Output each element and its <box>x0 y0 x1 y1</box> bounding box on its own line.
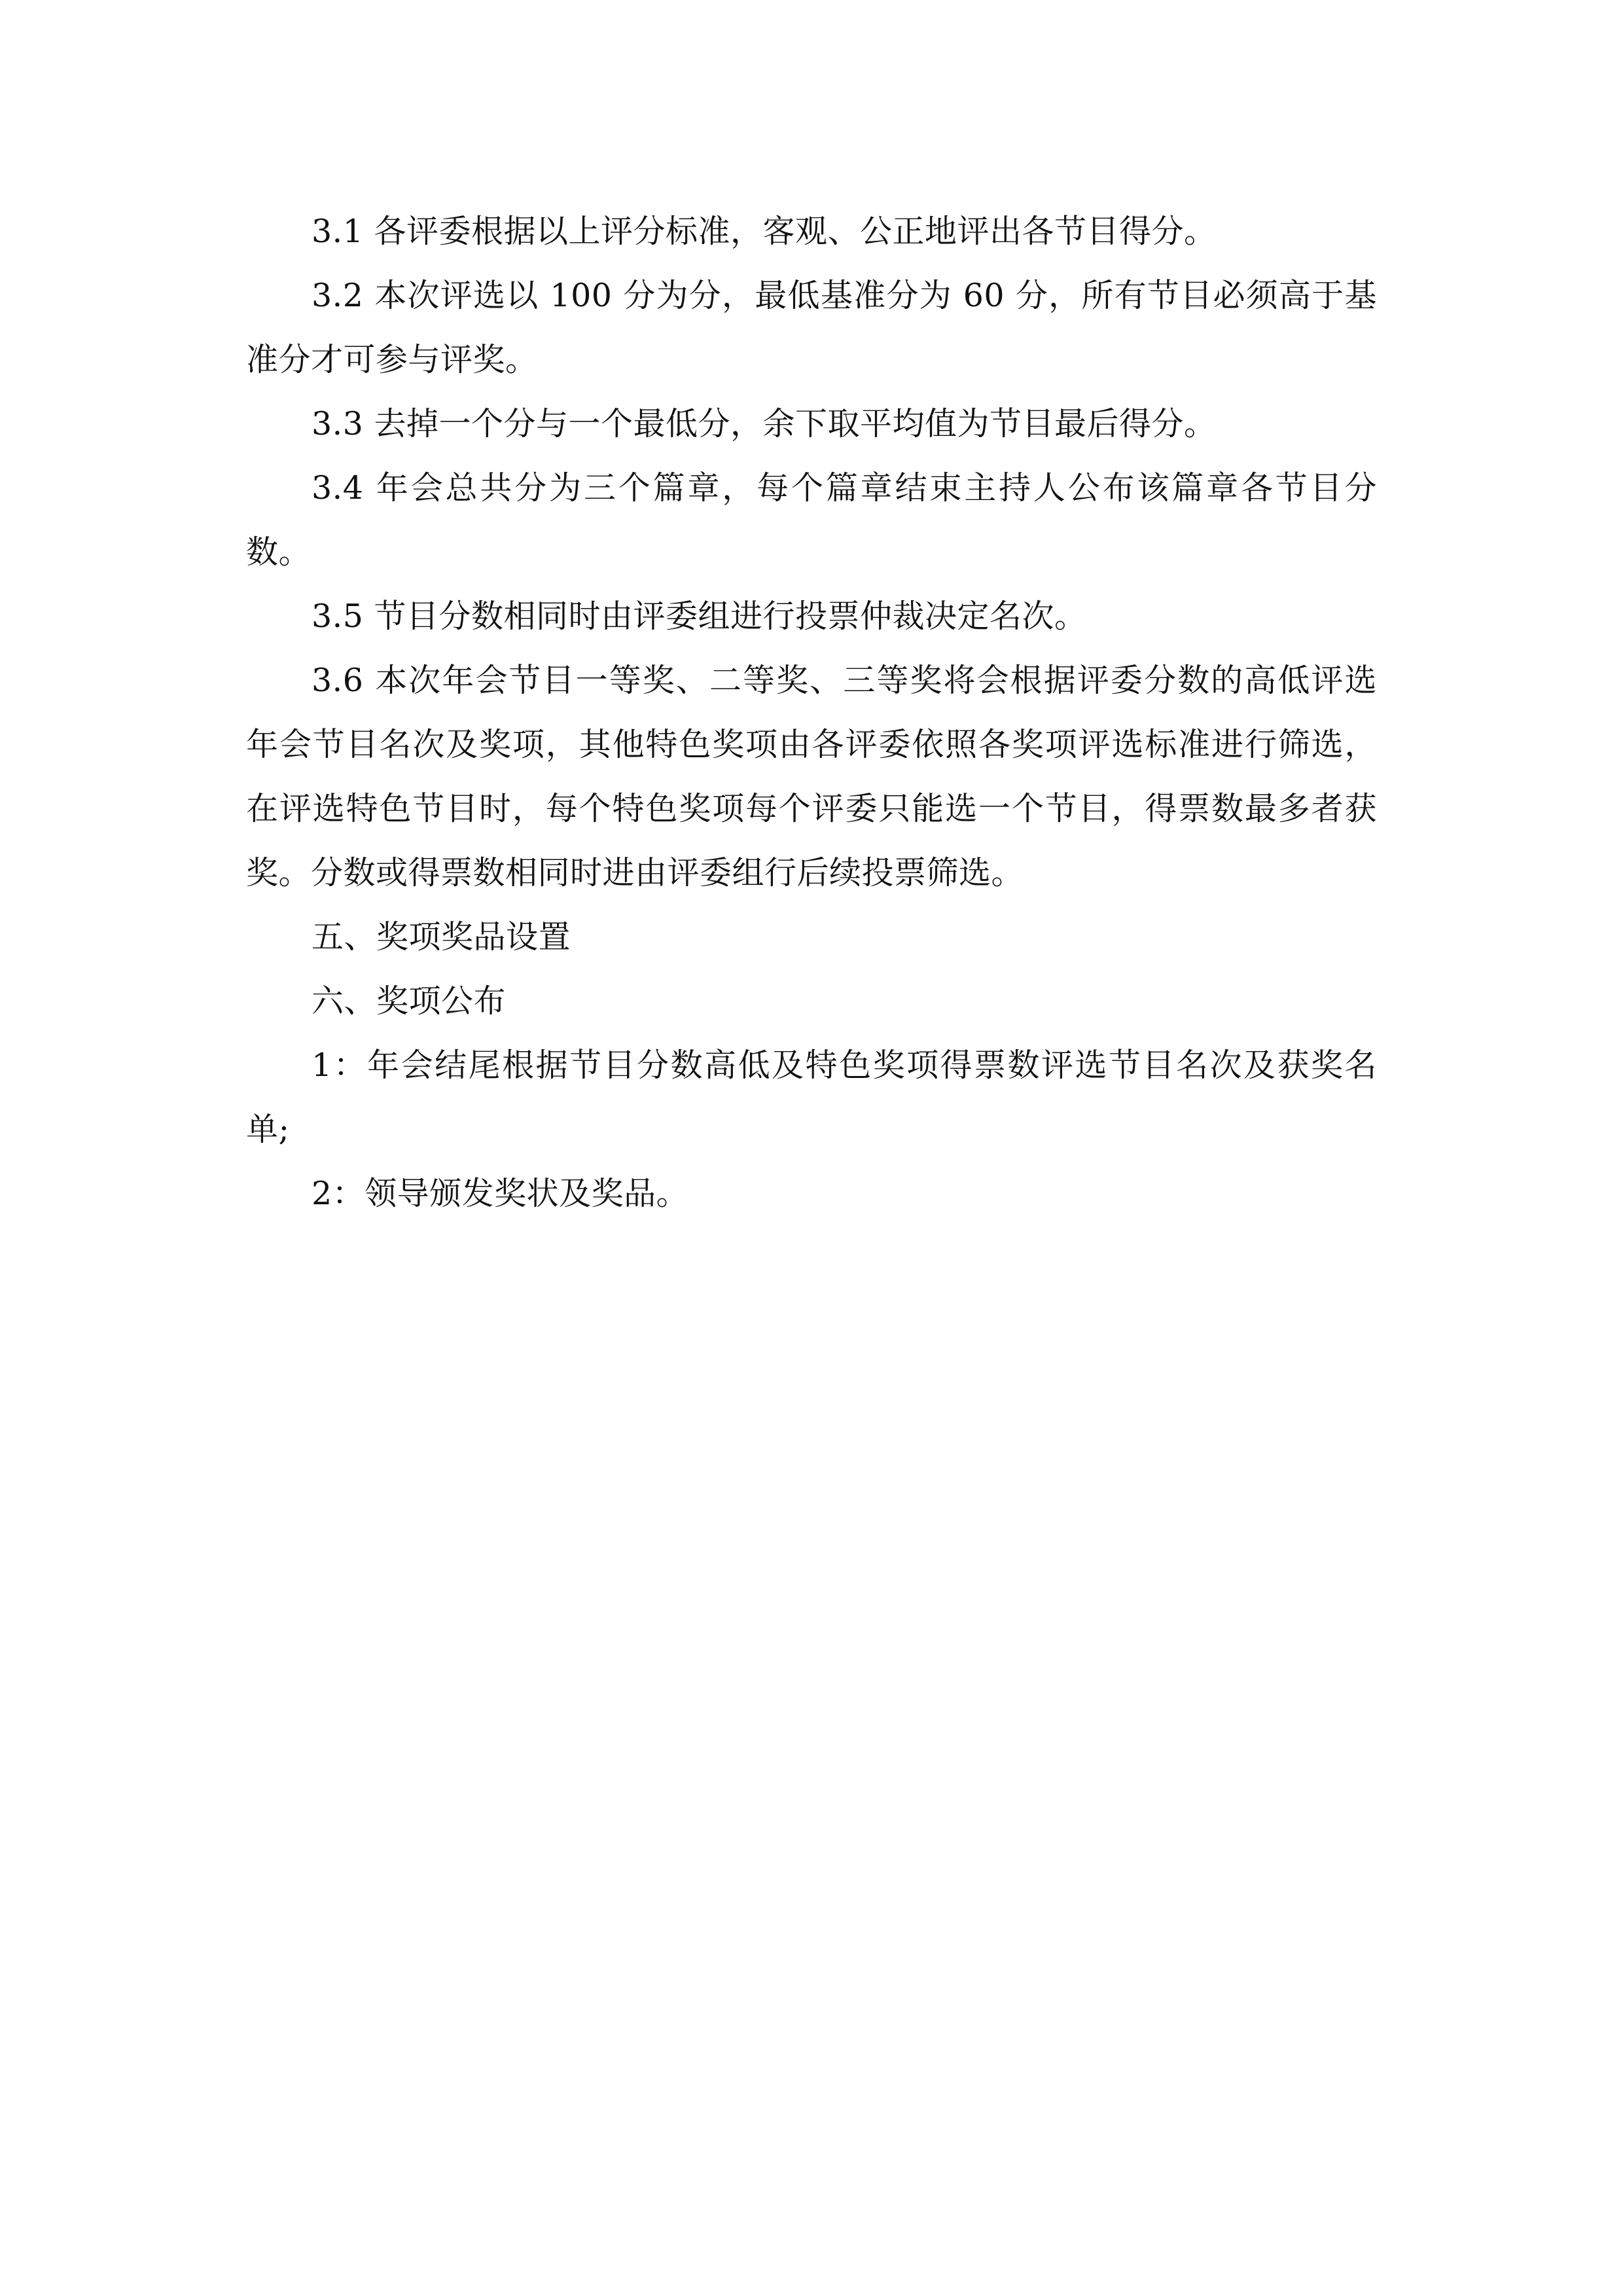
section-heading-6: 六、奖项公布 <box>312 982 507 1020</box>
paragraph-3-6: 3.6 本次年会节目一等奖、二等奖、三等奖将会根据评委分数的高低评选年会节目名次及奖项，其他特色奖项由各评委依照各奖项评选标准进行筛选，在评选特色节目时，每个特色奖项每个评委只能选一个节目，得票数最多者获奖。分数或得票数相同时进由评委组行后续投票筛选。 <box>246 662 1377 891</box>
document-body <box>246 200 1377 1226</box>
paragraph-3-3: 3.3 去掉一个分与一个最低分，余下取平均值为节目最后得分。 <box>312 405 1217 442</box>
list-item-2: 2：领导颁发奖状及奖品。 <box>312 1175 689 1212</box>
paragraph-3-4: 3.4 年会总共分为三个篇章，每个篇章结束主持人公布该篇章各节目分数。 <box>246 469 1377 571</box>
paragraph-3-2: 3.2 本次评选以 100 分为分，最低基准分为 60 分，所有节目必须高于基准分才可参与评奖。 <box>246 277 1377 378</box>
paragraph-3-1: 3.1 各评委根据以上评分标准，客观、公正地评出各节目得分。 <box>312 213 1217 250</box>
list-item-1: 1：年会结尾根据节目分数高低及特色奖项得票数评选节目名次及获奖名单; <box>246 1047 1377 1148</box>
section-heading-5: 五、奖项奖品设置 <box>312 918 571 956</box>
paragraph-3-5: 3.5 节目分数相同时由评委组进行投票仲裁决定名次。 <box>312 598 1087 635</box>
